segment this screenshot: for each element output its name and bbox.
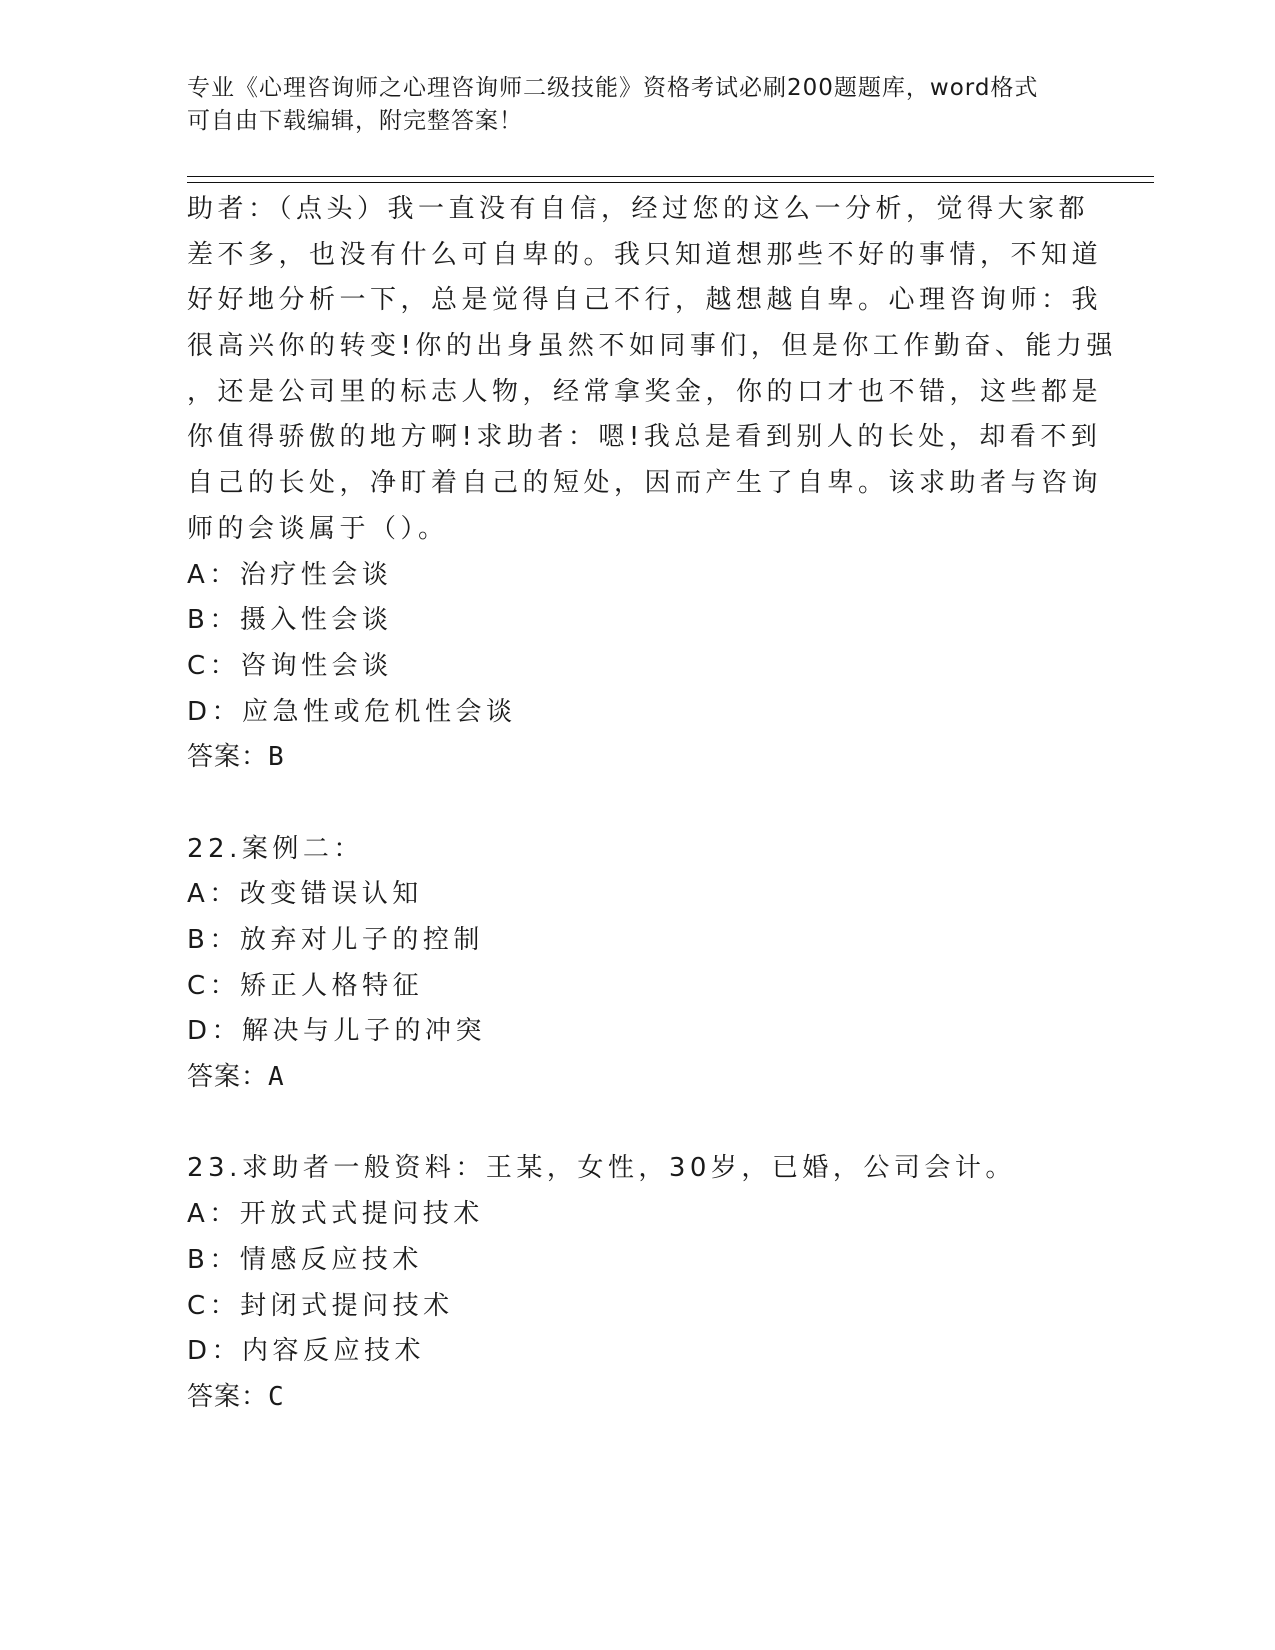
document-header — [187, 72, 1067, 138]
answer-label: 答案： — [187, 1062, 269, 1093]
header-line-2: 可自由下载编辑，附完整答案！ — [187, 108, 523, 134]
option-a: A：治疗性会谈 — [187, 559, 393, 590]
question-stem: 22.案例二： — [187, 833, 364, 864]
option-d: D：解决与儿子的冲突 — [187, 1016, 487, 1047]
question-22 — [187, 827, 1087, 1101]
option-c: C：封闭式提问技术 — [187, 1290, 454, 1321]
answer-label: 答案： — [187, 1381, 269, 1412]
option-b: B：摄入性会谈 — [187, 605, 393, 636]
question-stem-line: 你值得骄傲的地方啊!求助者：嗯!我总是看到别人的长处，却看不到 — [187, 422, 1102, 453]
answer-line — [187, 735, 1087, 781]
answer-line — [187, 1375, 1087, 1421]
question-spacer — [187, 781, 1087, 827]
option-c: C：矫正人格特征 — [187, 970, 424, 1001]
question-spacer — [187, 1101, 1087, 1147]
question-21 — [187, 187, 1117, 781]
option-b: B：情感反应技术 — [187, 1244, 423, 1275]
option-a: A：改变错误认知 — [187, 879, 423, 910]
option-d: D：内容反应技术 — [187, 1336, 426, 1367]
question-stem-line: 师的会谈属于（）。 — [187, 513, 449, 544]
answer-label: 答案： — [187, 742, 269, 773]
answer-line — [187, 1055, 1087, 1101]
question-stem-line: 助者：（点头）我一直没有自信，经过您的这么一分析，觉得大家都 — [187, 194, 1090, 224]
question-content — [187, 187, 1117, 1421]
option-a: A：开放式式提问技术 — [187, 1199, 484, 1230]
question-23 — [187, 1146, 1087, 1420]
header-divider-bottom — [187, 182, 1154, 183]
header-line-1: 专业《心理咨询师之心理咨询师二级技能》资格考试必刷200题题库，word格式 — [187, 75, 1039, 101]
header-divider-top — [187, 176, 1154, 177]
answer-value: C — [268, 1381, 285, 1412]
question-stem-line: 很高兴你的转变!你的出身虽然不如同事们，但是你工作勤奋、能力强 — [187, 331, 1117, 362]
option-d: D：应急性或危机性会谈 — [187, 696, 517, 727]
answer-value: B — [268, 742, 285, 773]
option-b: B：放弃对儿子的控制 — [187, 925, 484, 955]
question-stem: 23.求助者一般资料：王某，女性，30岁，已婚，公司会计。 — [187, 1153, 1016, 1184]
question-stem-line: 好好地分析一下，总是觉得自己不行，越想越自卑。心理咨询师：我 — [187, 285, 1103, 316]
question-stem-line: 差不多，也没有什么可自卑的。我只知道想那些不好的事情，不知道 — [187, 239, 1103, 270]
question-stem-line: 自己的长处，净盯着自己的短处，因而产生了自卑。该求助者与咨询 — [187, 468, 1103, 499]
question-stem-line: ，还是公司里的标志人物，经常拿奖金，你的口才也不错，这些都是 — [187, 376, 1103, 407]
option-c: C：咨询性会谈 — [187, 650, 393, 681]
answer-value: A — [268, 1062, 285, 1093]
